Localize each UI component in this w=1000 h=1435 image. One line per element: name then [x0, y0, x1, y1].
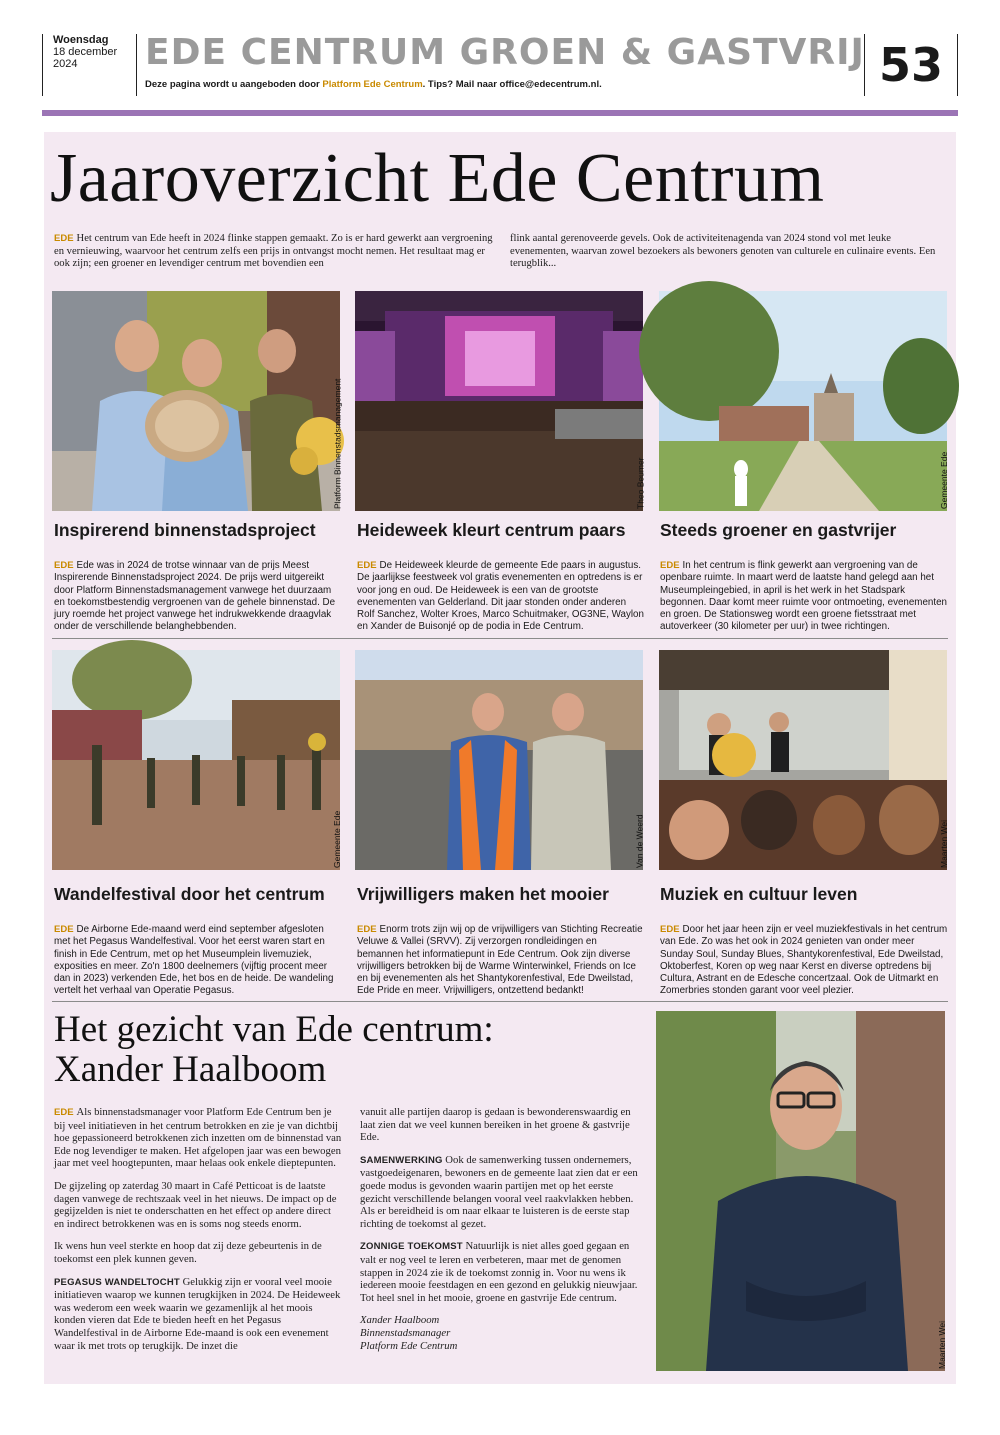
subhead-samenwerking: SAMENWERKING — [360, 1154, 443, 1166]
kicker: EDE — [54, 924, 74, 935]
body-vrijwilligers — [357, 924, 644, 998]
heideweek-photo-image — [355, 291, 643, 511]
wandelfestival-photo-image — [52, 650, 340, 870]
divider-bar — [42, 110, 958, 116]
muziek-photo — [659, 650, 947, 870]
feature-title-line2: Xander Haalboom — [54, 1049, 327, 1090]
award-photo — [52, 291, 340, 511]
green-photo — [659, 291, 947, 511]
feature-p7: Natuurlijk is niet alles goed gegaan en valt er nog veel te leren en verbeteren, maar met de genomen stappen in 2024 zie ik de toekomst zonnig in. Voor nu wens ik iedereen mooie feestdagen en een gezond en gelukkig nieuwjaar. Tot heel snel in het mooie, groene en gastvrije Ede centrum. — [360, 1240, 638, 1304]
intro-kicker: EDE — [54, 233, 74, 244]
feature-column-left — [54, 1106, 342, 1362]
kicker: EDE — [660, 924, 680, 935]
heideweek-photo-credit: Theo Beumer — [635, 457, 645, 509]
body-muziek — [660, 924, 948, 998]
heideweek-photo — [355, 291, 643, 511]
feature-title — [54, 1010, 494, 1090]
body-text: Door het jaar heen zijn er veel muziekfestivals in het centrum van Ede. Zo was het ook in 2024 genieten van onder meer Sunday Soul, Sunday Blues, Shantykorenfestival, Ede Dweilstad, Oktoberfest, Koren op weg naar Kerst en diverse optredens bij Cultura, Astrant en de Edesche concertzaal. Ook de Uitmarkt en Zomerbries stonden garant voor veel plezier. — [660, 924, 948, 997]
row-separator — [52, 638, 948, 639]
vrijwilligers-photo — [355, 650, 643, 870]
award-photo-credit: Platform Binnenstadsmanagement — [332, 378, 342, 509]
subline-prefix: Deze pagina wordt u aangeboden door — [145, 79, 323, 90]
body-heideweek — [357, 560, 644, 634]
headline-wandelfestival: Wandelfestival door het centrum — [54, 884, 325, 904]
kicker: EDE — [357, 924, 377, 935]
body-text: De Heideweek kleurde de gemeente Ede paars in augustus. De jaarlijkse feestweek vol gratis evenementen en optredens is er voor jong en oud. De Heideweek is een van de grootste evenementen van Gelderland. Dit jaar stonden onder anderen Rolf Sanchez, Wolter Kroes, Marco Schuitmaker, OG3NE, Waylon en Xander de Buisonjé op de podia in Ede Centrum. — [357, 560, 644, 633]
feature-kicker: EDE — [54, 1107, 74, 1118]
headline-vrijwilligers: Vrijwilligers maken het mooier — [357, 884, 609, 904]
wandelfestival-photo-credit: Gemeente Ede — [332, 810, 342, 868]
body-wandelfestival — [54, 924, 341, 998]
signature-org: Platform Ede Centrum — [360, 1339, 458, 1352]
subline-suffix: . Tips? Mail naar office@edecentrum.nl. — [422, 79, 602, 90]
vrijwilligers-photo-image — [355, 650, 643, 870]
page-header — [42, 34, 958, 96]
row-separator-2 — [52, 1001, 948, 1002]
portrait-photo-image — [656, 1011, 945, 1371]
issue-date-text: 18 december — [53, 46, 118, 58]
award-photo-image — [52, 291, 340, 511]
green-photo-image — [659, 291, 947, 511]
feature-p1: Als binnenstadsmanager voor Platform Ede Centrum ben je bij veel initiatieven in het centrum betrokken en zie je van dichtbij hoe gepassioneerd betrokkenen zich inzetten om de binnenstad van Ede nog levendiger te maken. Het afgelopen jaar was een bewogen jaar met veel hoogtepunten, maar helaas ook enkele dieptepunten. — [54, 1106, 342, 1170]
muziek-photo-image — [659, 650, 947, 870]
feature-title-line1: Het gezicht van Ede centrum: — [54, 1009, 494, 1050]
body-text: Enorm trots zijn wij op de vrijwilligers van Stichting Recreatie Veluwe & Vallei (SRVV). Zij verzorgen rondleidingen en bemannen het informatiepunt in Ede Centrum. Ook zijn diverse vrijwilligers betrokken bij de Warme Winterwinkel, Friends on Ice en bij evenementen als het Shantykorenfestival, Ede Dweilstad, Ede Pride en meer. Vrijwilligers, ontzettend bedankt! — [357, 924, 643, 997]
page-number: 53 — [864, 34, 958, 96]
feature-p4: Gelukkig zijn er vooral veel mooie initiatieven waarop we kunnen terugkijken in 2024. De Heideweek was wederom een week waarin we gezamenlijk al het moois konden vieren dat Ede te bieden heeft en het Pegasus Wandelfestival in de Airborne Ede-maand is ook een evenement waar ik met trots op terugkijk. De inzet die — [54, 1275, 341, 1352]
muziek-photo-credit: Maarten Wei — [939, 819, 949, 868]
portrait-photo-credit: Maarten Wei — [937, 1320, 947, 1369]
feature-p3: Ik wens hun veel sterkte en hoop dat zij deze gebeurtenis in de toekomst een plek kunnen geven. — [54, 1240, 322, 1265]
intro-left — [54, 233, 496, 271]
intro-left-text: Het centrum van Ede heeft in 2024 flinke stappen gemaakt. Zo is er hard gewerkt aan vergroening en vernieuwing, waarvoor het centrum zelfs een prijs in ontvangst mocht nemen. Het resultaat mag er ook zijn; een groener en levendiger centrum met bovendien een — [54, 233, 493, 270]
wandelfestival-photo — [52, 650, 340, 870]
headline-heideweek: Heideweek kleurt centrum paars — [357, 520, 626, 540]
vrijwilligers-photo-credit: Van de Weerd — [635, 814, 645, 868]
feature-p5: vanuit alle partijen daarop is gedaan is bewonderenswaardig en laat zien dat we veel kunnen bereiken in het groene & gastvrije Ede. — [360, 1106, 631, 1144]
headline-muziek: Muziek en cultuur leven — [660, 884, 858, 904]
section-title: EDE CENTRUM GROEN & GASTVRIJ — [145, 32, 865, 73]
kicker: EDE — [660, 560, 680, 571]
signature-role: Binnenstadsmanager — [360, 1326, 451, 1339]
body-groener — [660, 560, 948, 634]
headline-groener: Steeds groener en gastvrijer — [660, 520, 897, 540]
feature-column-middle — [360, 1106, 644, 1362]
issue-date — [42, 34, 136, 96]
main-title: Jaaroverzicht Ede Centrum — [50, 140, 825, 217]
kicker: EDE — [357, 560, 377, 571]
section-banner — [136, 34, 864, 96]
signature-name: Xander Haalboom — [360, 1314, 440, 1327]
portrait-photo — [656, 1011, 945, 1371]
subhead-toekomst: ZONNIGE TOEKOMST — [360, 1241, 463, 1253]
body-text: De Airborne Ede-maand werd eind september afgesloten met het Pegasus Wandelfestival. Voor het eerst waren start en finish in Ede Centrum, met op het Museumplein livemuziek, exposities en meer. Zo'n 1800 deelnemers (vijftig procent meer dan in 2023) verkenden Ede, het bos en de heide. De wandeling vertelt het verhaal van Operatie Pegasus. — [54, 924, 334, 997]
intro-right: flink aantal gerenoveerde gevels. Ook de activiteitenagenda van 2024 stond vol met leuke evenementen, waarvan zowel bezoekers als bewoners genoten van culturele en culinaire events. Een terugblik... — [510, 233, 936, 270]
body-text: In het centrum is flink gewerkt aan vergroening van de openbare ruimte. In maart werd de laatste hand gelegd aan het Museumpleingebied, in april is het werk in het Stadspark begonnen. Daar komt meer ruimte voor ontmoeting, evenementen en groen. De Stationsweg wordt een groene fietsstraat met autoverkeer (30 kilometer per uur) in twee richtingen. — [660, 560, 947, 633]
section-subline — [145, 79, 864, 90]
kicker: EDE — [54, 560, 74, 571]
signature — [360, 1314, 644, 1352]
subhead-pegasus: PEGASUS WANDELTOCHT — [54, 1276, 180, 1288]
headline-binnenstadsproject: Inspirerend binnenstadsproject — [54, 520, 316, 540]
issue-year: 2024 — [53, 58, 78, 70]
body-text: Ede was in 2024 de trotse winnaar van de prijs Meest Inspirerende Binnenstadsproject 2024. De prijs werd uitgereikt door Platform Binnenstadsmanagement vanwege het duurzaam en toekomstbestendig vergroenen van de gehele binnenstad. De jury roemde het project vanwege het indrukwekkende draagvlak onder de verschillende belanghebbenden. — [54, 560, 336, 633]
green-photo-credit: Gemeente Ede — [939, 451, 949, 509]
subline-org: Platform Ede Centrum — [322, 79, 423, 90]
feature-p2: De gijzeling op zaterdag 30 maart in Café Petticoat is de laatste dagen vanwege de rechtszaak veel in het nieuws. De impact op de gegijzelden is niet te onderschatten en het effect op andere direct en indirect betrokkenen was en is soms nog steeds enorm. — [54, 1179, 337, 1230]
body-binnenstadsproject — [54, 560, 341, 634]
issue-day: Woensdag — [53, 34, 109, 46]
feature-p6: Ook de samenwerking tussen ondernemers, vastgoedeigenaren, bewoners en de gemeente laat zien dat er een goede modus is gevonden waarin partijen met op het eerste gezicht verschillende belangen vooral veel raakvlakken hebben. Als er bereidheid is om naar elkaar te luisteren is de eerste stap richting de toekomst al gezet. — [360, 1153, 638, 1230]
